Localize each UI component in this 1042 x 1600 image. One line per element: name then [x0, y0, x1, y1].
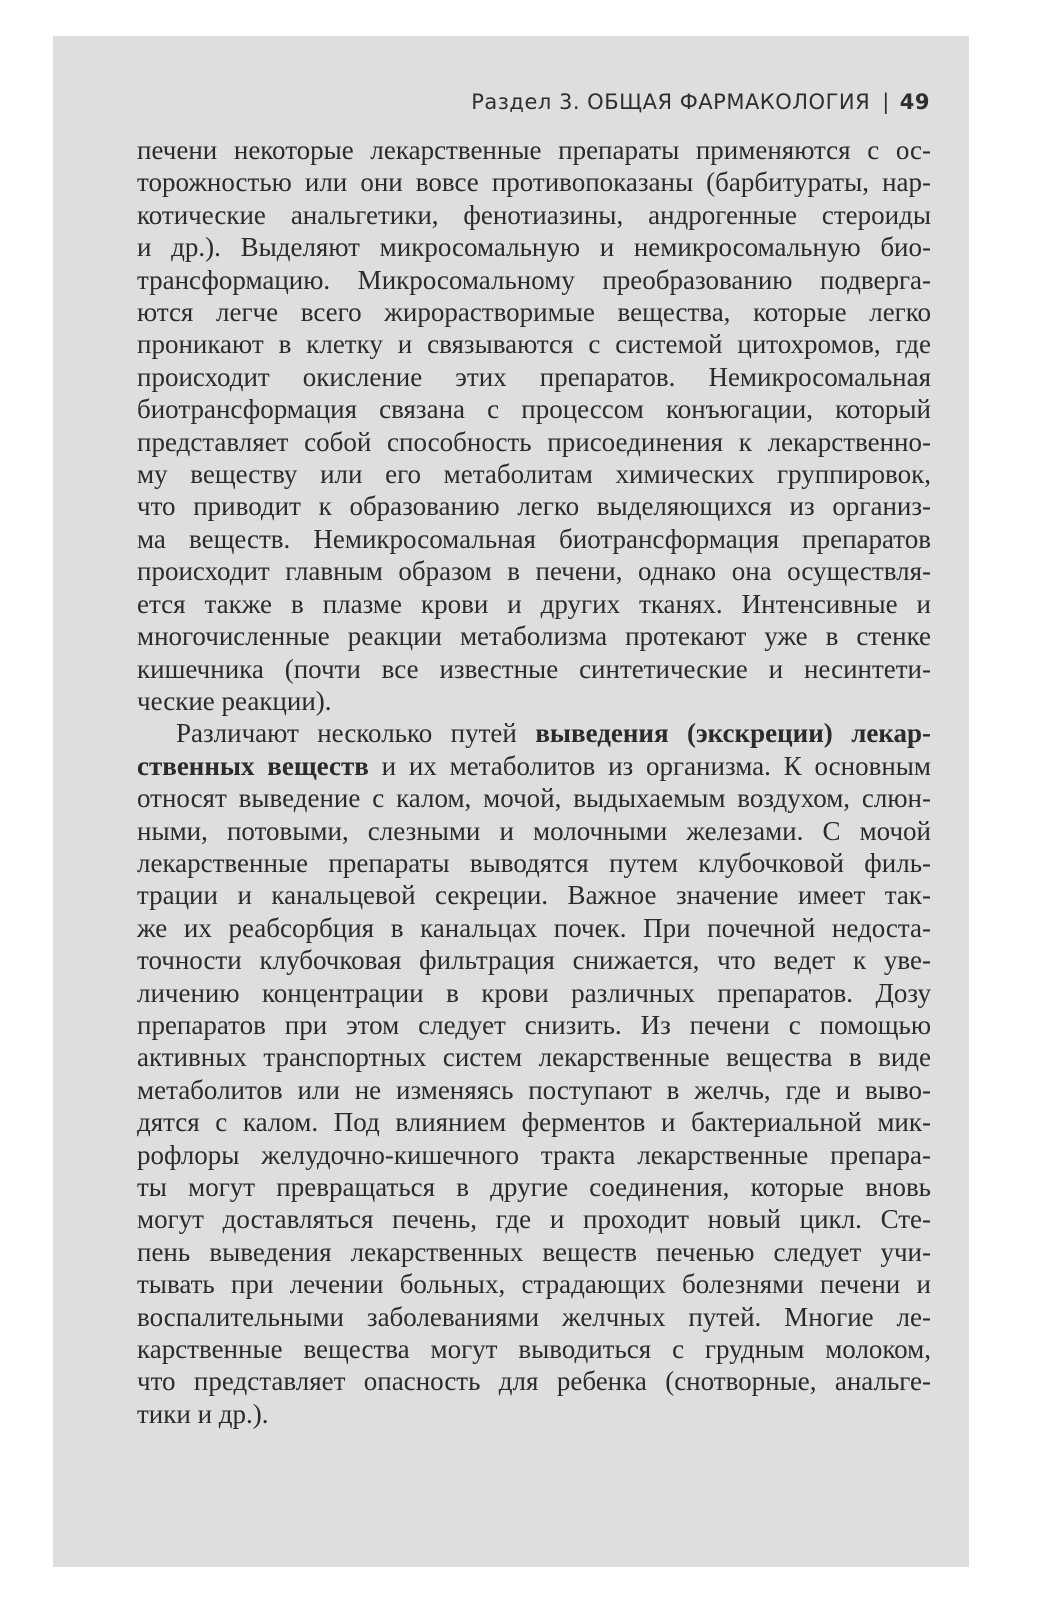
- text-line: дятся с калом. Под влиянием ферментов и бактериальной мик-: [137, 1107, 931, 1138]
- text-line: активных транспортных систем лекарственные вещества в виде: [137, 1042, 931, 1073]
- text-line: что представляет опасность для ребенка (снотворные, анальге-: [137, 1366, 931, 1397]
- text-line: личению концентрации в крови различных препаратов. Дозу: [137, 977, 931, 1008]
- bold-term: выведения (экскреции) лекар-: [535, 718, 931, 749]
- text-line: могут доставляться печень, где и проходит новый цикл. Сте-: [137, 1204, 931, 1235]
- text-line: карственные вещества могут выводиться с грудным молоком,: [137, 1334, 931, 1365]
- text-line: воспалительными заболеваниями желчных путей. Многие ле-: [137, 1301, 931, 1332]
- paragraph-metabolism: [137, 134, 931, 717]
- text-line: тики и др.).: [137, 1398, 269, 1429]
- text-line: тывать при лечении больных, страдающих болезнями печени и: [137, 1269, 931, 1300]
- text-line: что приводит к образованию легко выделяющихся из организ-: [137, 491, 931, 522]
- text-line: ются легче всего жирорастворимые вещества, которые легко: [137, 297, 931, 328]
- running-header: [53, 90, 930, 114]
- text-line: кишечника (почти все известные синтетические и несинтети-: [137, 653, 931, 684]
- page-number: 49: [899, 90, 930, 114]
- text-line: многочисленные реакции метаболизма протекают уже в стенке: [137, 621, 931, 652]
- text-line: и др.). Выделяют микросомальную и немикросомальную био-: [137, 232, 931, 263]
- text-line: [137, 750, 931, 782]
- text-line: котические анальгетики, фенотиазины, андрогенные стероиды: [137, 199, 931, 230]
- text-line: [137, 717, 931, 749]
- text-line: му веществу или его метаболитам химических группировок,: [137, 459, 931, 490]
- text-line: трансформацию. Микросомальному преобразованию подверга-: [137, 264, 931, 295]
- paragraph-excretion: [137, 717, 931, 1430]
- text-run: и их метаболитов из организма. К основным: [368, 750, 931, 781]
- text-line: ма веществ. Немикросомальная биотрансформация препаратов: [137, 523, 931, 554]
- text-line: происходит главным образом в печени, однако она осуществля-: [137, 556, 931, 587]
- body-text: [137, 134, 931, 1430]
- text-line: торожностью или они вовсе противопоказаны (барбитураты, нар-: [137, 167, 931, 198]
- text-line: представляет собой способность присоединения к лекарственно-: [137, 426, 931, 457]
- text-line: печени некоторые лекарственные препараты применяются с ос-: [137, 135, 931, 165]
- text-line: ется также в плазме крови и других тканях. Интенсивные и: [137, 588, 931, 619]
- text-line: точности клубочковая фильтрация снижается, что ведет к уве-: [137, 945, 931, 976]
- text-line: лекарственные препараты выводятся путем клубочковой филь-: [137, 847, 931, 878]
- text-line: пень выведения лекарственных веществ печенью следует учи-: [137, 1236, 931, 1267]
- text-line: проникают в клетку и связываются с системой цитохромов, где: [137, 329, 931, 360]
- book-page: [53, 36, 969, 1567]
- text-line: препаратов при этом следует снизить. Из печени с помощью: [137, 1009, 931, 1040]
- header-separator: |: [882, 90, 890, 114]
- text-line: рофлоры желудочно-кишечного тракта лекарственные препара-: [137, 1139, 931, 1170]
- text-line: ческие реакции).: [137, 685, 332, 716]
- text-line: ты могут превращаться в другие соединения, которые вновь: [137, 1172, 931, 1202]
- text-run: Различают несколько путей: [176, 718, 536, 749]
- text-line: относят выведение с калом, мочой, выдыхаемым воздухом, слюн-: [137, 783, 931, 814]
- text-line: ными, потовыми, слезными и молочными железами. С мочой: [137, 815, 931, 846]
- text-line: происходит окисление этих препаратов. Немикросомальная: [137, 361, 931, 392]
- running-title: Раздел 3. ОБЩАЯ ФАРМАКОЛОГИЯ: [471, 90, 871, 114]
- text-line: биотрансформация связана с процессом конъюгации, который: [137, 394, 931, 425]
- text-line: метаболитов или не изменяясь поступают в желчь, где и выво-: [137, 1074, 931, 1105]
- text-line: же их реабсорбция в канальцах почек. При почечной недоста-: [137, 912, 931, 943]
- bold-term: ственных веществ: [137, 750, 369, 781]
- text-line: трации и канальцевой секреции. Важное значение имеет так-: [137, 880, 931, 911]
